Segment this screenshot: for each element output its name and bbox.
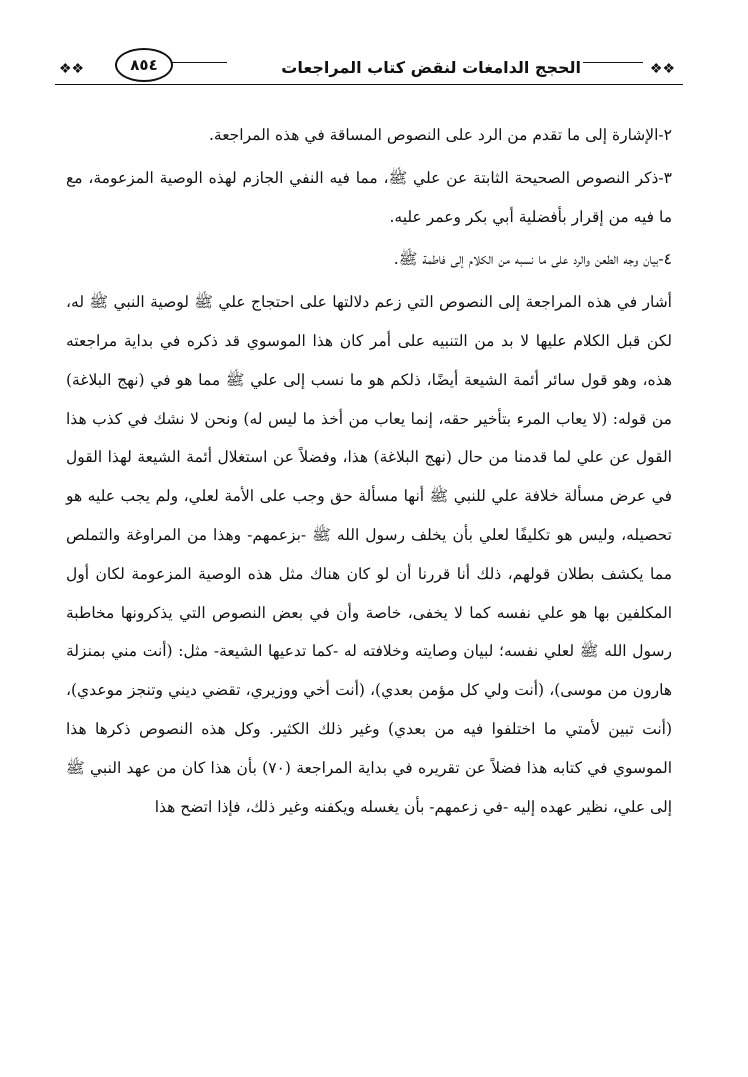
header-rule-right bbox=[583, 62, 643, 63]
ornament-right-icon: ❖❖ bbox=[649, 61, 675, 77]
running-title: الحجج الدامغات لنقض كتاب المراجعات bbox=[281, 58, 581, 77]
header-rule-bottom bbox=[55, 84, 683, 85]
page-number: ٨٥٤ bbox=[115, 48, 173, 82]
list-item: ٣-ذكر النصوص الصحيحة الثابتة عن علي ﷺ، مما فيه النفي الجازم لهذه الوصية المزعومة، مع ما فيه من إقرار بأفضلية أبي بكر وعمر عليه. bbox=[66, 168, 672, 226]
body-paragraph: أشار في هذه المراجعة إلى النصوص التي زعم دلالتها على احتجاج علي ﷺ لوصية النبي ﷺ له، لكن قبل الكلام عليها لا بد من التنبيه على أمر كان هذا الموسوي قد ذكره في بداية مراجعته هذه، وهو قول سائر أئمة الشيعة أيضًا، ذلكم هو ما نسب إلى علي ﷺ مما هو في (نهج البلاغة) من قوله: (لا يعاب المرء بتأخير حقه، إنما يعاب من أخذ ما ليس له) ونحن لا نشك في كذب هذا القول عن علي لما قدمنا من حال (نهج البلاغة) هذا، وفضلاً عن استغلال أئمة الشيعة لهذا القول في عرض مسألة خلافة علي للنبي ﷺ أنها مسألة حق وجب على الأمة لعلي، ولم يجب عليه هو تحصيله، وليس هو تكليفًا لعلي بأن يخلف رسول الله ﷺ -بزعمهم- وهذا من المراوغة والتملص مما يكشف بطلان قولهم، ذلك أنا قررنا أن لو كان هناك مثل هذه الوصية المزعومة لكان أول المكلفين بها هو علي نفسه كما لا يخفى، خاصة وأن في بعض النصوص التي يذكرونها مخاطبة رسول الله ﷺ لعلي نفسه؛ لبيان وصايته وخلافته له -كما تدعيها الشيعة- مثل: (أنت مني بمنزلة هارون من موسى)، (أنت ولي كل مؤمن بعدي)، (أنت أخي ووزيري، تقضي ديني وتنجز موعدي)، (أنت تبين لأمتي ما اختلفوا فيه من بعدي) وغير ذلك الكثير. وكل هذه النصوص ذكرها هذا الموسوي في كتابه هذا فضلاً عن تقريره في بداية المراجعة (٧٠) بأن هذا كان من عهد النبي ﷺ إلى علي، نظير عهده إليه -في زعمهم- بأن يغسله ويكفنه وغير ذلك، فإذا اتضح هذا bbox=[66, 293, 672, 816]
ornament-left-icon: ❖❖ bbox=[59, 61, 85, 77]
page-header bbox=[55, 40, 683, 90]
list-item: ٢-الإشارة إلى ما تقدم من الرد على النصوص المساقة في هذه المراجعة. bbox=[208, 126, 672, 144]
page-body bbox=[66, 116, 672, 826]
list-item: ٤-بيان وجه الطعن والرد على ما نسبه من الكلام إلى فاطمة ﷺ. bbox=[393, 250, 672, 269]
header-rule-left bbox=[171, 62, 227, 63]
